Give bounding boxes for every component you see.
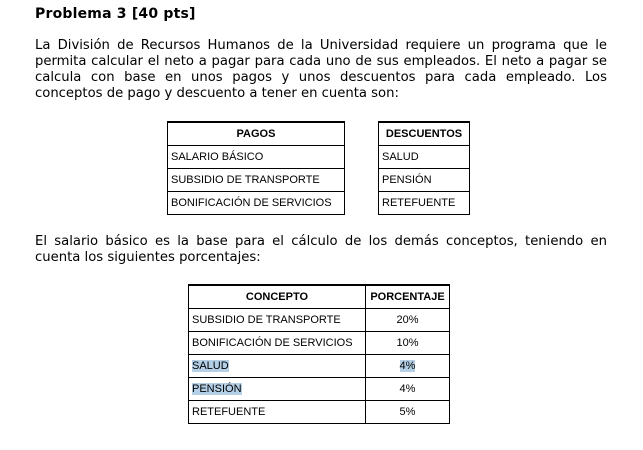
porcentaje-header: PORCENTAJE: [366, 285, 450, 309]
table-row: [168, 192, 345, 215]
base-paragraph: El salario básico es la base para el cálculo de los demás conceptos, teniendo en cuenta los siguientes porcentajes:: [35, 234, 607, 265]
descuentos-cell: SALUD: [379, 146, 470, 169]
table-row: [379, 169, 470, 192]
table-row: [189, 401, 450, 424]
table-row: [189, 309, 450, 332]
pagos-cell: BONIFICACIÓN DE SERVICIOS: [168, 192, 345, 215]
descuentos-cell: RETEFUENTE: [379, 192, 470, 215]
table-row: [189, 332, 450, 355]
concepto-cell: BONIFICACIÓN DE SERVICIOS: [189, 332, 366, 355]
porcentaje-cell: 5%: [366, 401, 450, 424]
table-row: [189, 355, 450, 378]
table-row: [379, 146, 470, 169]
concepto-cell: RETEFUENTE: [189, 401, 366, 424]
problem-title: Problema 3 [40 pts]: [35, 6, 196, 22]
porcentaje-cell: 10%: [366, 332, 450, 355]
pagos-cell: SUBSIDIO DE TRANSPORTE: [168, 169, 345, 192]
concepto-cell: [189, 355, 366, 378]
porcentajes-table: [188, 284, 450, 424]
descuentos-cell: PENSIÓN: [379, 169, 470, 192]
porcentaje-cell: [366, 355, 450, 378]
porcentaje-cell: 4%: [366, 378, 450, 401]
concepto-cell: [189, 378, 366, 401]
pagos-table: [167, 121, 345, 215]
selected-text[interactable]: 4%: [399, 360, 416, 372]
descuentos-table: [378, 121, 470, 215]
porcentaje-cell: 20%: [366, 309, 450, 332]
table-row: [189, 378, 450, 401]
table-row: [168, 146, 345, 169]
table-row: [168, 169, 345, 192]
selected-text[interactable]: SALUD: [192, 360, 229, 372]
intro-paragraph: La División de Recursos Humanos de la Universidad requiere un programa que le permita calcular el neto a pagar para cada uno de sus empleados. El neto a pagar se calcula con base en unos pagos y unos descuentos para cada empleado. Los conceptos de pago y descuento a tener en cuenta son:: [35, 38, 607, 101]
concepto-header: CONCEPTO: [189, 285, 366, 309]
pagos-cell: SALARIO BÁSICO: [168, 146, 345, 169]
descuentos-header: DESCUENTOS: [379, 122, 470, 146]
concepto-cell: SUBSIDIO DE TRANSPORTE: [189, 309, 366, 332]
pagos-header: PAGOS: [168, 122, 345, 146]
selected-text[interactable]: PENSIÓN: [192, 383, 242, 395]
table-row: [379, 192, 470, 215]
